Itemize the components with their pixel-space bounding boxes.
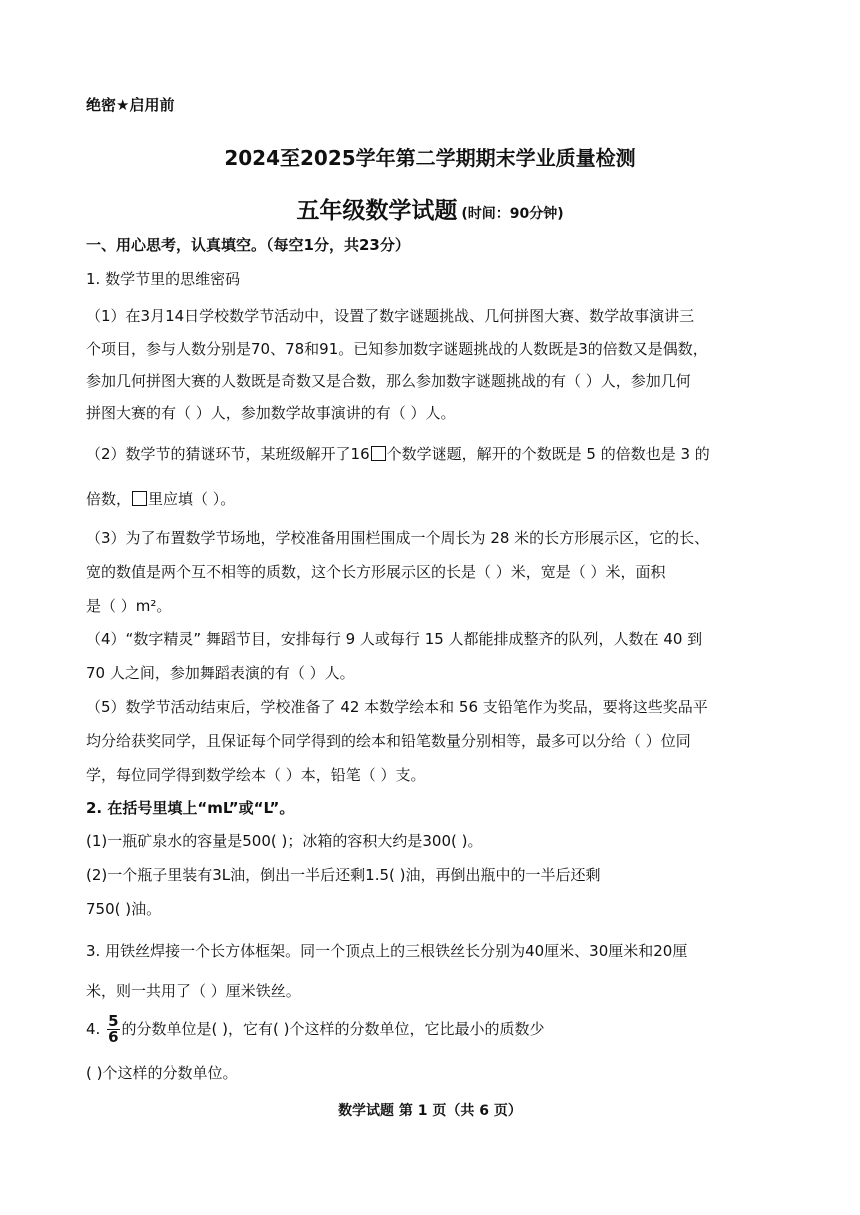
q3-line2: 米，则一共用了（ ）厘米铁丝。 [86,982,301,1000]
q1-p3-line3: 是（ ）m²。 [86,597,172,615]
q1-p2-line1-b: 个数学谜题，解开的个数既是 5 的倍数也是 3 的 [386,445,710,463]
fraction [107,1014,119,1045]
q2-p1: (1)一瓶矿泉水的容量是500( )；冰箱的容积大约是300( )。 [86,832,483,850]
secret-label: 绝密★启用前 [86,96,175,114]
q1-p1-line3: 参加几何拼图大赛的人数既是奇数又是合数，那么参加数字谜题挑战的有（ ）人，参加几何 [86,372,691,390]
section1-heading: 一、用心思考，认真填空。（每空1分，共23分） [86,236,410,254]
paper-title-row [0,192,860,225]
q1-p3-line1: （3）为了布置数学节场地，学校准备用围栏围成一个周长为 28 米的长方形展示区，它的长、 [86,529,710,547]
q4-line1-rest: 的分数单位是( )，它有( )个这样的分数单位，它比最小的质数少 [121,1020,545,1038]
q1-p5-line1: （5）数学节活动结束后，学校准备了 42 本数学绘本和 56 支铅笔作为奖品，要将这些奖品平 [86,698,708,716]
q1-p4-line1: （4）“数字精灵” 舞蹈节目，安排每行 9 人或每行 15 人都能排成整齐的队列，人数在 40 到 [86,630,703,648]
q4-number: 4. [86,1020,101,1038]
q1-p3-line2: 宽的数值是两个互不相等的质数，这个长方形展示区的长是（ ）米，宽是（ ）米，面积 [86,563,666,581]
q1-title: 1. 数学节里的思维密码 [86,270,241,288]
q4-line1 [86,1014,544,1045]
q2-p2-line1: (2)一个瓶子里装有3L油，倒出一半后还剩1.5( )油，再倒出瓶中的一半后还剩 [86,866,601,884]
time-note: (时间：90分钟) [461,206,564,222]
page-footer: 数学试题 第 1 页（共 6 页） [338,1103,522,1119]
fraction-numerator: 5 [108,1012,119,1030]
q1-p2-line1-a: （2）数学节的猜谜环节，某班级解开了16 [86,445,370,463]
paper-title: 五年级数学试题 [296,198,458,224]
blank-box-icon [371,446,386,461]
q1-p1-line2: 个项目，参与人数分别是70、78和91。已知参加数字谜题挑战的人数既是3的倍数又是偶数， [86,340,708,358]
q1-p5-line2: 均分给获奖同学，且保证每个同学得到的绘本和铅笔数量分别相等，最多可以分给（ ）位同 [86,732,691,750]
q1-p2-line2 [86,488,235,509]
q4-line2: ( )个这样的分数单位。 [86,1064,238,1082]
q1-p1-line1: （1）在3月14日学校数学节活动中，设置了数字谜题挑战、几何拼图大赛、数学故事演讲三 [86,307,695,325]
q1-p4-line2: 70 人之间，参加舞蹈表演的有（ ）人。 [86,664,355,682]
q1-p2-line1 [86,443,710,464]
q2-p2-line2: 750( )油。 [86,900,162,918]
exam-title: 2024至2025学年第二学期期末学业质量检测 [224,146,636,170]
q1-p2-line2-a: 倍数， [86,490,132,508]
q3-line1: 3. 用铁丝焊接一个长方体框架。同一个顶点上的三根铁丝长分别为40厘米、30厘米和20厘 [86,942,688,960]
blank-box-icon [132,491,147,506]
q1-p5-line3: 学，每位同学得到数学绘本（ ）本，铅笔（ ）支。 [86,766,426,784]
q1-p2-line2-b: 里应填（ ）。 [148,490,236,508]
fraction-denominator: 6 [108,1028,119,1046]
q2-title: 2. 在括号里填上“mL”或“L”。 [86,799,295,817]
q1-p1-line4: 拼图大赛的有（ ）人，参加数学故事演讲的有（ ）人。 [86,404,456,422]
